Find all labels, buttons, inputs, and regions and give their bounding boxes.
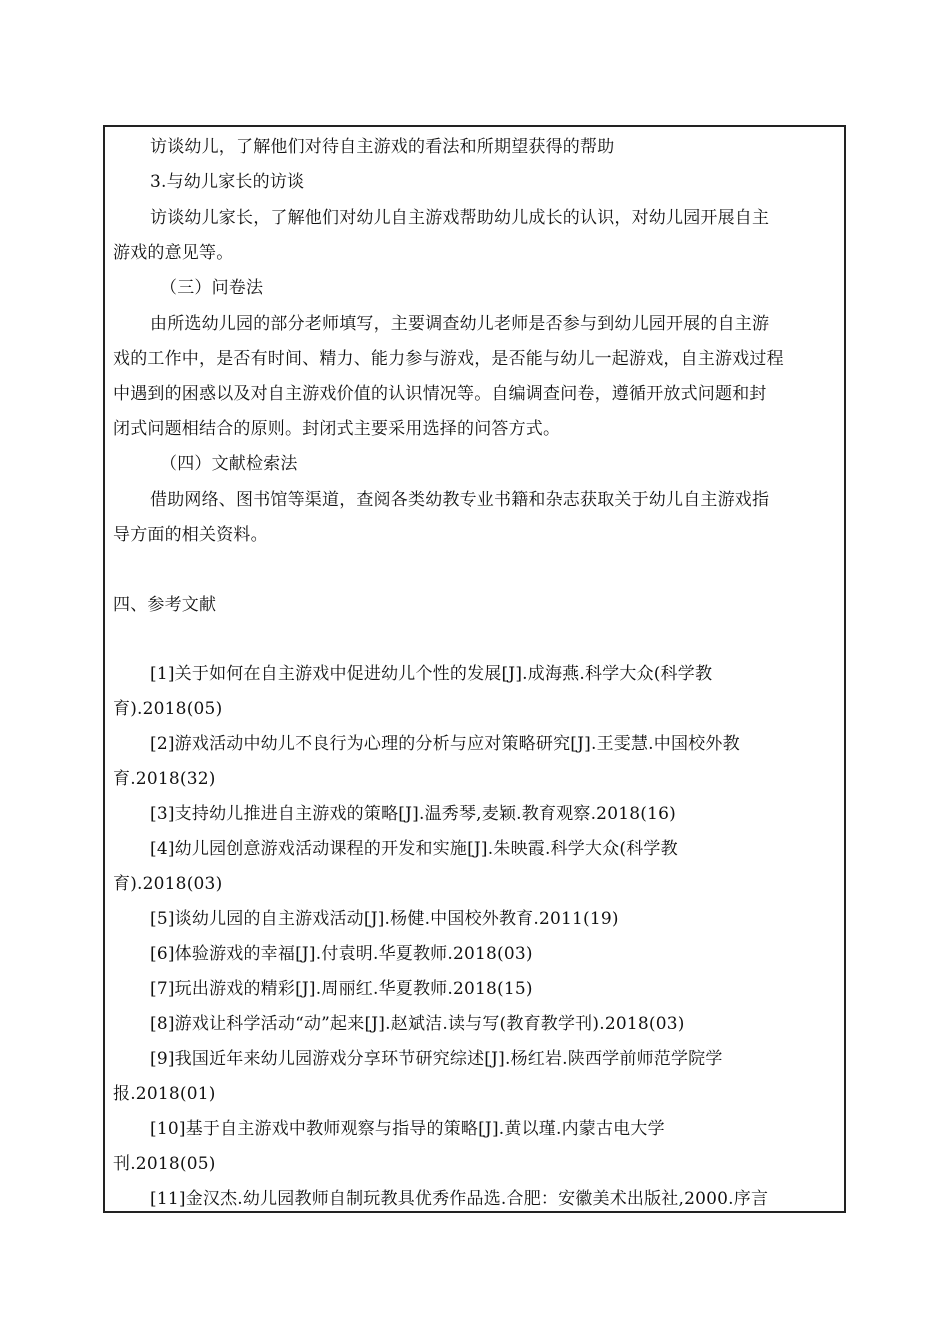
reference-item: [4]幼儿园创意游戏活动课程的开发和实施[J].朱映霞.科学大众(科学教 — [150, 839, 678, 859]
paragraph-line: 访谈幼儿，了解他们对待自主游戏的看法和所期望获得的帮助 — [150, 137, 615, 157]
paragraph-line: 导方面的相关资料。 — [113, 525, 268, 545]
reference-item: [9]我国近年来幼儿园游戏分享环节研究综述[J].杨红岩.陕西学前师范学院学 — [150, 1049, 723, 1069]
reference-item-cont: 育.2018(32) — [113, 769, 216, 789]
reference-item: [5]谈幼儿园的自主游戏活动[J].杨健.中国校外教育.2011(19) — [150, 909, 619, 929]
reference-item-cont: 报.2018(01) — [113, 1084, 216, 1104]
reference-item: [6]体验游戏的幸福[J].付袁明.华夏教师.2018(03) — [150, 944, 533, 964]
paragraph-line: 戏的工作中，是否有时间、精力、能力参与游戏，是否能与幼儿一起游戏，自主游戏过程 — [113, 349, 784, 369]
section-heading: （三）问卷法 — [160, 278, 264, 298]
subheading: 3.与幼儿家长的访谈 — [150, 172, 305, 192]
paragraph-line: 访谈幼儿家长，了解他们对幼儿自主游戏帮助幼儿成长的认识，对幼儿园开展自主 — [150, 208, 770, 228]
paragraph-line: 中遇到的困惑以及对自主游戏价值的认识情况等。自编调查问卷，遵循开放式问题和封 — [113, 384, 767, 404]
paragraph-line: 借助网络、图书馆等渠道，查阅各类幼教专业书籍和杂志获取关于幼儿自主游戏指 — [150, 490, 770, 510]
paragraph-line: 游戏的意见等。 — [113, 243, 234, 263]
reference-item: [7]玩出游戏的精彩[J].周丽红.华夏教师.2018(15) — [150, 979, 533, 999]
reference-item: [10]基于自主游戏中教师观察与指导的策略[J].黄以瑾.内蒙古电大学 — [150, 1119, 665, 1139]
reference-item: [3]支持幼儿推进自主游戏的策略[J].温秀琴,麦颖.教育观察.2018(16) — [150, 804, 676, 824]
reference-item: [8]游戏让科学活动“动”起来[J].赵斌洁.读与写(教育教学刊).2018(03) — [150, 1014, 685, 1034]
section-heading: （四）文献检索法 — [160, 454, 298, 474]
reference-item-cont: 育).2018(03) — [113, 874, 223, 894]
reference-item: [2]游戏活动中幼儿不良行为心理的分析与应对策略研究[J].王雯慧.中国校外教 — [150, 734, 740, 754]
paragraph-line: 由所选幼儿园的部分老师填写，主要调查幼儿老师是否参与到幼儿园开展的自主游 — [150, 314, 770, 334]
reference-item: [1]关于如何在自主游戏中促进幼儿个性的发展[J].成海燕.科学大众(科学教 — [150, 664, 713, 684]
reference-item-cont: 育).2018(05) — [113, 699, 223, 719]
reference-item-cont: 刊.2018(05) — [113, 1154, 216, 1174]
reference-item: [11]金汉杰.幼儿园教师自制玩教具优秀作品选.合肥：安徽美术出版社,2000.序言 — [150, 1189, 769, 1209]
paragraph-line: 闭式问题相结合的原则。封闭式主要采用选择的问答方式。 — [113, 419, 561, 439]
section-heading: 四、参考文献 — [113, 595, 217, 615]
